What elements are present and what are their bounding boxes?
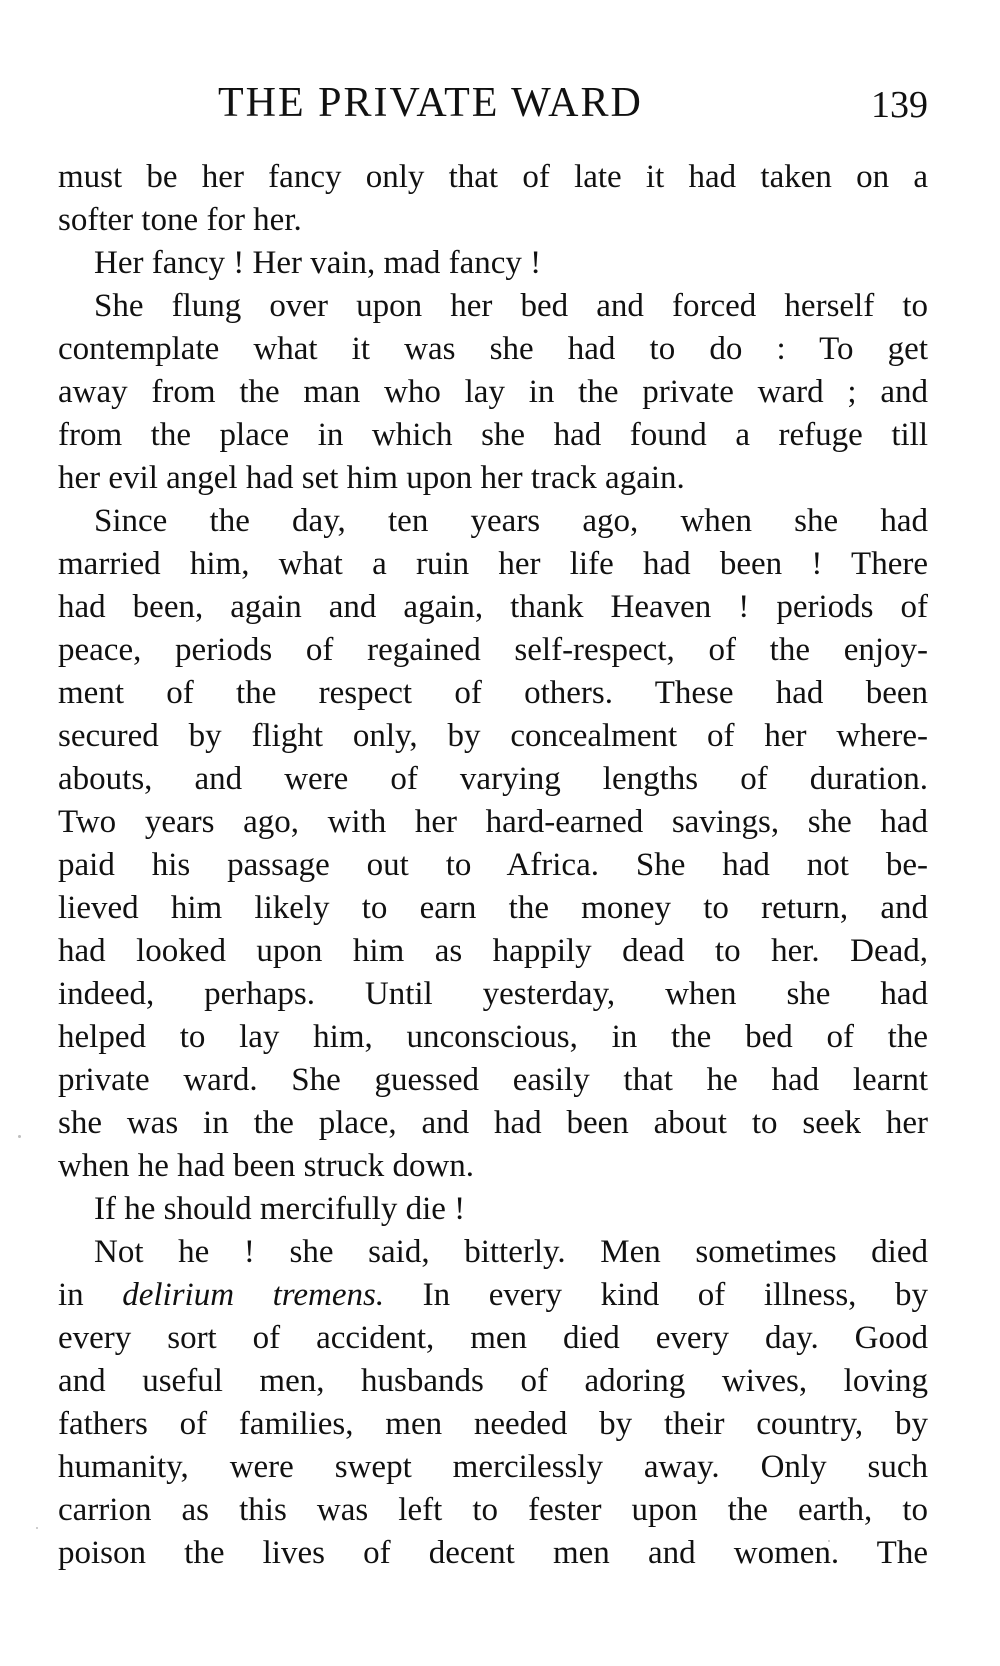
page-number: 139 xyxy=(871,84,928,126)
text-line: Her fancy ! Her vain, mad fancy ! xyxy=(94,245,542,281)
italic-phrase: delirium tremens. xyxy=(122,1277,385,1313)
text-line: Not he ! she said, bitterly. Men sometimes died xyxy=(94,1234,928,1270)
text-line: must be her fancy only that of late it had taken on a xyxy=(58,159,928,195)
text-line: every sort of accident, men died every day. Good xyxy=(58,1320,928,1356)
text-line: had looked upon him as happily dead to her. Dead, xyxy=(58,933,928,969)
text-line-italic xyxy=(58,1274,928,1317)
text-line: contemplate what it was she had to do : To get xyxy=(58,331,928,367)
text-line: she was in the place, and had been about to seek her xyxy=(58,1105,928,1141)
running-title: THE PRIVATE WARD xyxy=(218,80,643,126)
scan-speck xyxy=(18,1135,21,1138)
text-line: paid his passage out to Africa. She had not be- xyxy=(58,847,928,883)
text-line: peace, periods of regained self-respect, of the enjoy- xyxy=(58,632,928,668)
text-line: softer tone for her. xyxy=(58,202,302,238)
text-line: helped to lay him, unconscious, in the bed of the xyxy=(58,1019,928,1055)
text-line: away from the man who lay in the private ward ; and xyxy=(58,374,928,410)
text-line: carrion as this was left to fester upon the earth, to xyxy=(58,1492,928,1528)
text-line: and useful men, husbands of adoring wives, loving xyxy=(58,1363,928,1399)
body-text xyxy=(58,156,928,1575)
text-line: from the place in which she had found a refuge till xyxy=(58,417,928,453)
text-line: She flung over upon her bed and forced herself to xyxy=(94,288,928,324)
text-line: humanity, were swept mercilessly away. Only such xyxy=(58,1449,928,1485)
scan-speck xyxy=(36,1527,38,1529)
scan-speck xyxy=(828,1540,830,1542)
text-line: ment of the respect of others. These had been xyxy=(58,675,928,711)
italic-line-post: In every kind of illness, by xyxy=(384,1277,928,1313)
text-line: fathers of families, men needed by their country, by xyxy=(58,1406,928,1442)
text-line: poison the lives of decent men and women. The xyxy=(58,1535,928,1571)
text-line: If he should mercifully die ! xyxy=(94,1191,466,1227)
page-header xyxy=(58,82,928,138)
text-line: abouts, and were of varying lengths of duration. xyxy=(58,761,928,797)
text-line: secured by flight only, by concealment of her where- xyxy=(58,718,928,754)
text-line: when he had been struck down. xyxy=(58,1148,475,1184)
text-line: indeed, perhaps. Until yesterday, when she had xyxy=(58,976,928,1012)
text-line: Since the day, ten years ago, when she had xyxy=(94,503,928,539)
text-line: Two years ago, with her hard-earned savings, she had xyxy=(58,804,928,840)
text-line: her evil angel had set him upon her track again. xyxy=(58,460,685,496)
text-line: had been, again and again, thank Heaven ! periods of xyxy=(58,589,928,625)
text-line: private ward. She guessed easily that he had learnt xyxy=(58,1062,928,1098)
text-line: lieved him likely to earn the money to return, and xyxy=(58,890,928,926)
italic-line-pre: in xyxy=(58,1277,123,1313)
text-line: married him, what a ruin her life had been ! There xyxy=(58,546,928,582)
